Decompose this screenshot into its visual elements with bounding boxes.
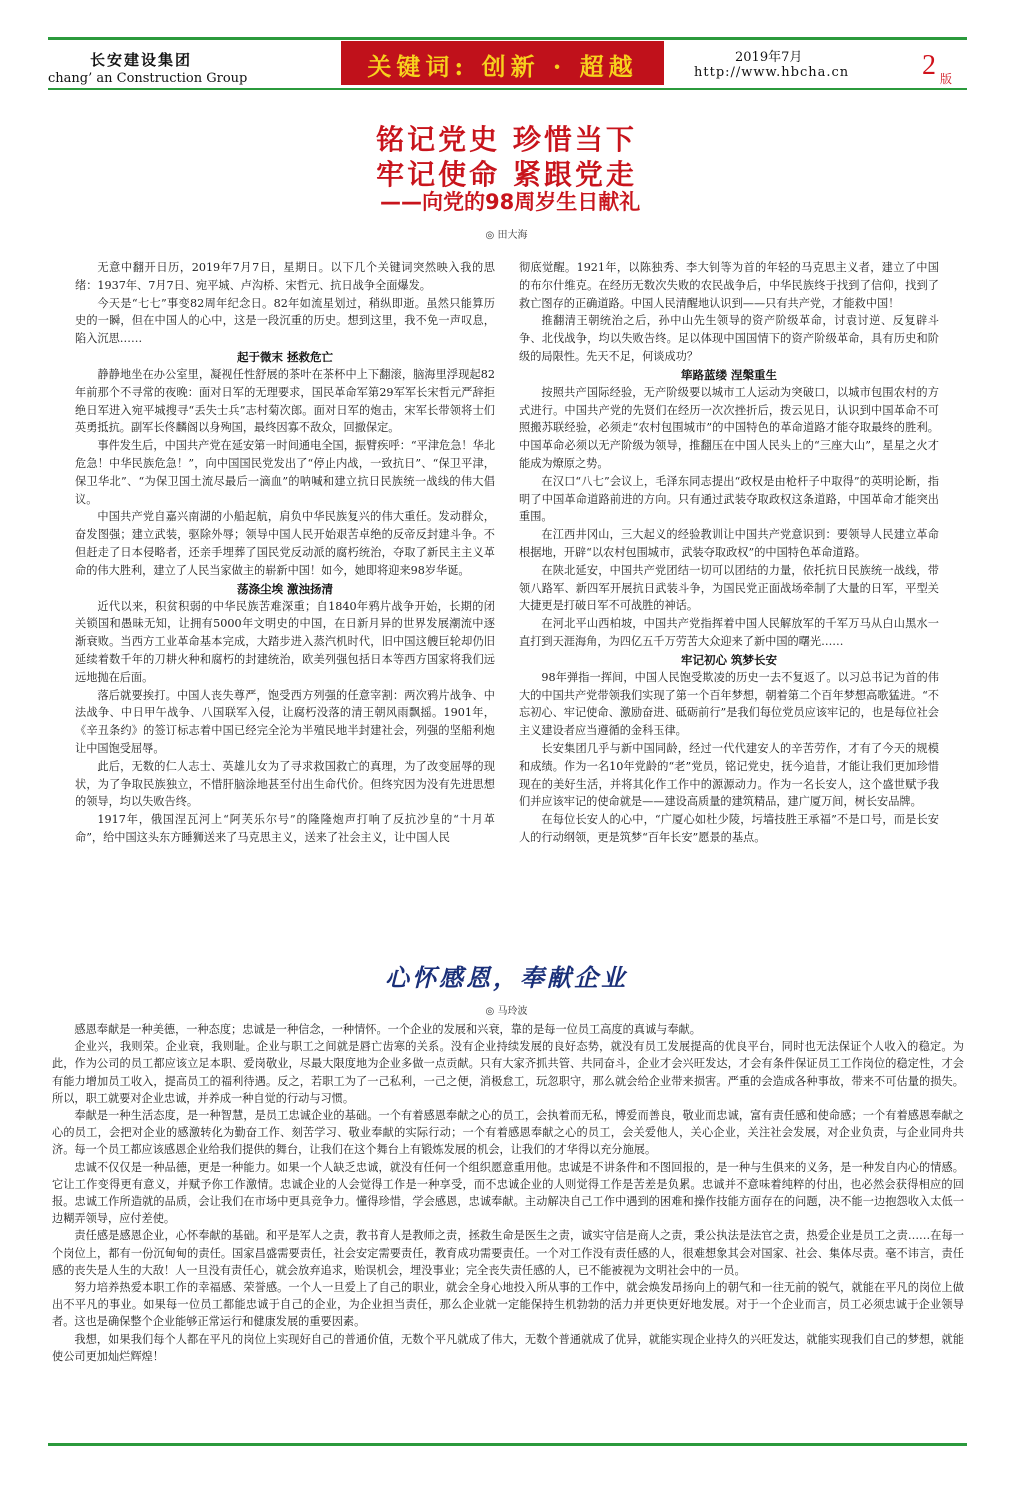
paragraph: 在河北平山西柏坡，中国共产党指挥着中国人民解放军的千军万马从白山黑水一直打到天涯海角，为四亿五千万劳苦大众迎来了新中国的曙光…… — [519, 617, 939, 648]
issue-date: 2019年7月 — [735, 50, 803, 65]
paragraph: 1917年，俄国涅瓦河上“阿芙乐尔号”的隆隆炮声打响了反抗沙皇的“十月革命”，给中国这头东方睡狮送来了马克思主义，送来了社会主义，让中国人民 — [75, 813, 495, 844]
paragraph: 在陕北延安，中国共产党团结一切可以团结的力量，依托抗日民族统一战线，带领八路军、新四军开展抗日武装斗争，为国民党正面战场牵制了大量的日军，平型关大捷更是打破日军不可战胜的神话。 — [519, 563, 939, 613]
website-url[interactable]: http://www.hbcha.cn — [694, 65, 850, 80]
paragraph: 奉献是一种生活态度，是一种智慧，是员工忠诚企业的基础。一个有着感恩奉献之心的员工，会执着而无私，博爱而善良，敬业而忠诚，富有责任感和使命感；一个有着感恩奉献之心的员工，会把对企业的感激转化为勤奋工作、刻苦学习、敬业奉献的实际行动；一个有着感恩奉献之心的员工，会关爱他人，关心企业，关注社会发展，对企业负责，与企业同舟共济。每一个员工都应该感恩企业给我们提供的舞台，让我们在这个舞台上有锻炼发展的机会，让我们的才华得以充分施展。 — [52, 1109, 964, 1157]
keyword-text: 关键词: 创新 · 超越 — [367, 52, 638, 81]
header-bottom-rule — [48, 88, 967, 90]
paragraph: 长安集团几乎与新中国同龄，经过一代代建安人的辛苦劳作，才有了今天的规模和成绩。作为一名10年党龄的“老”党员，铭记党史，抚今追昔，才能让我们更加珍惜现在的美好生活，并将其化作工作中的源源动力。作为一名长安人，这个盛世赋予我们并应该牢记的使命就是——建设高质量的建筑精品，建广厦万间，树长安品牌。 — [519, 741, 939, 809]
paragraph: 近代以来，积贫积弱的中华民族苦难深重；自1840年鸦片战争开始，长期的闭关锁国和愚昧无知，让拥有5000年文明史的中国，在日新月异的世界发展潮流中逐渐衰败。当西方工业革命基本完成，大踏步进入蒸汽机时代，旧中国这艘巨轮却仍旧延续着数千年的刀耕火种和腐朽的封建统治，欧美列强包括日本等西方国家将我们远远地抛在后面。 — [75, 599, 495, 684]
company-name-cn: 长安建设集团 — [90, 51, 193, 69]
paragraph: 落后就要挨打。中国人丧失尊严，饱受西方列强的任意宰割：两次鸦片战争、中法战争、中日甲午战争、八国联军入侵，让腐朽没落的清王朝风雨飘摇。1901年，《辛丑条约》的签订标志着中国已经完全沦为半殖民地半封建社会，列强的坚船利炮让中国饱受屈辱。 — [75, 688, 495, 755]
paragraph: 在汉口“八七”会议上，毛泽东同志提出“政权是由枪杆子中取得”的英明论断，指明了中国革命道路前进的方向。只有通过武装夺取政权这条道路，中国革命才能突出重围。 — [519, 474, 939, 524]
article1-subtitle: ——向党的98周岁生日献礼 — [380, 190, 641, 214]
paragraph: 努力培养热爱本职工作的幸福感、荣誉感。一个人一旦爱上了自己的职业，就会全身心地投入所从事的工作中，就会焕发昂扬向上的朝气和一往无前的锐气，就能在平凡的岗位上做出不平凡的事业。如果每一位员工都能忠诚于自己的企业，为企业担当责任，那么企业就一定能保持生机勃勃的活力并更快更好地发展。对于一个企业而言，员工必须忠诚于企业领导者。这也是确保整个企业能够正常运行和健康发展的重要因素。 — [52, 1281, 964, 1329]
page-number: 2 — [922, 50, 936, 81]
paragraph: 98年弹指一挥间，中国人民饱受欺凌的历史一去不复返了。以习总书记为首的伟大的中国共产党带领我们实现了第一个百年梦想，朝着第二个百年梦想高歌猛进。“不忘初心、牢记使命、激励奋进、砥砺前行”是我们每位党员应该牢记的，也是每位社会主义建设者应当遵循的金科玉律。 — [519, 670, 939, 738]
paragraph: 在每位长安人的心中，“广厦心如杜少陵，圬墙技胜王承福”不是口号，而是长安人的行动纲领，更是筑梦“百年长安”愿景的基点。 — [519, 813, 939, 844]
section-heading: 荡涤尘埃 激浊扬清 — [236, 581, 333, 596]
section-heading: 筚路蓝缕 涅槃重生 — [680, 367, 777, 382]
article1-right-column — [519, 259, 939, 847]
paragraph: 按照共产国际经验，无产阶级要以城市工人运动为突破口，以城市包围农村的方式进行。中国共产党的先贤们在经历一次次挫折后，拨云见日，认识到中国革命不可照搬苏联经验，必须走“农村包围城市”的中国特色的革命道路才能夺取最终的胜利。中国革命必须以无产阶级为领导，推翻压在中国人民头上的“三座大山”，星星之火才能成为燎原之势。 — [519, 385, 939, 470]
bottom-green-rule — [48, 1443, 967, 1446]
article1-author: ◎ 田大海 — [485, 230, 528, 241]
keyword-banner — [341, 41, 664, 85]
paragraph: 推翻清王朝统治之后，孙中山先生领导的资产阶级革命，讨袁讨逆、反复辟斗争、北伐战争，均以失败告终。足以体现中国国情下的资产阶级革命，具有历史和阶级的局限性。先天不足，何谈成功？ — [519, 314, 939, 363]
article1-title-line2: 牢记使命 紧跟党走 — [376, 158, 637, 191]
top-green-rule — [48, 37, 967, 40]
paragraph: 企业兴，我则荣。企业衰，我则耻。企业与职工之间就是唇亡齿寒的关系。没有企业持续发展的良好态势，就没有员工发展提高的优良平台，同时也无法保证个人收入的稳定。为此，作为公司的员工都应该立足本职、爱岗敬业，尽最大限度地为企业多做一点贡献。只有大家齐抓共管、共同奋斗，企业才会兴旺发达，才会有条件保证员工工作岗位的稳定性，才会有能力增加员工收入，提高员工的福利待遇。反之，若职工为了一己私利，一己之便，消极怠工，玩忽职守，那么就会给企业带来损害。严重的会造成各种事故，带来不可估量的损失。所以，职工就要对企业忠诚，并养成一种自觉的行动与习惯。 — [52, 1040, 964, 1105]
paragraph: 静静地坐在办公室里，凝视任性舒展的茶叶在茶杯中上下翻滚，脑海里浮现起82年前那个不寻常的夜晚：面对日军的无理要求，国民革命军第29军军长宋哲元严辞拒绝日军进入宛平城搜寻“丢失士兵”志村菊次郎。面对日军的炮击，宋军长带领将士们英勇抵抗。副军长佟麟阁以身殉国，最终因寡不敌众，回撤保定。 — [75, 367, 495, 435]
page-suffix: 版 — [940, 72, 953, 86]
article2-title: 心怀感恩，奉献企业 — [385, 963, 628, 992]
article2-body — [52, 1021, 964, 1365]
paragraph: 责任感是感恩企业，心怀奉献的基础。和平是军人之责，教书育人是教师之责，拯救生命是医生之责，诚实守信是商人之责，秉公执法是法官之责，热爱企业是员工之责……在每一个岗位上，都有一份沉甸甸的责任。国家昌盛需要责任，社会安定需要责任，教育成功需要责任。一个对工作没有责任感的人，很难想象其会对国家、社会、集体尽责。毫不讳言，责任感的丧失是人生的大敌！人一旦没有责任心，就会放弃追求，贻误机会，埋没事业；完全丧失责任感的人，已不能被视为文明社会中的一员。 — [52, 1229, 964, 1277]
paragraph: 在江西井冈山，三大起义的经验教训让中国共产党意识到：要领导人民建立革命根据地，开辟“以农村包围城市，武装夺取政权”的中国特色革命道路。 — [519, 528, 939, 559]
paragraph: 此后，无数的仁人志士、英雄儿女为了寻求救国救亡的真理，为了改变屈辱的现状，为了争取民族独立，不惜肝脑涂地甚至付出生命代价。但终究因为没有先进思想的领导，均以失败告终。 — [75, 759, 495, 809]
paragraph: 我想，如果我们每个人都在平凡的岗位上实现好自己的普通价值，无数个平凡就成了伟大，无数个普通就成了优异，就能实现企业持久的兴旺发达，就能实现我们自己的梦想，就能使公司更加灿烂辉煌！ — [52, 1332, 964, 1363]
section-heading: 起于微末 拯救危亡 — [236, 349, 333, 364]
article1-left-column — [75, 259, 495, 847]
paragraph: 中国共产党自嘉兴南湖的小船起航，肩负中华民族复兴的伟大重任。发动群众，奋发图强；建立武装，驱除外辱；领导中国人民开始艰苦卓绝的反帝反封建斗争。不但赶走了日本侵略者，还亲手埋葬了国民党反动派的腐朽统治，夺取了新民主主义革命的伟大胜利，建立了人民当家做主的崭新中国！如今，她即将迎来98岁华诞。 — [75, 510, 495, 577]
paragraph: 忠诚不仅仅是一种品德，更是一种能力。如果一个人缺乏忠诚，就没有任何一个组织愿意重用他。忠诚是不讲条件和不图回报的，是一种与生俱来的义务，是一种发自内心的情感。它让工作变得更有意义，并赋予你工作激情。忠诚企业的人会觉得工作是一种享受，而不忠诚企业的人则觉得工作是苦差是负累。忠诚并不意味着纯粹的付出，也必然会获得相应的回报。忠诚工作所造就的品质，会让我们在市场中更具竞争力。懂得珍惜，学会感恩，忠诚奉献。主动解决自己工作中遇到的困难和操作技能方面存在的问题，决不能一边抱怨收入太低一边糊弄领导，应付差使。 — [52, 1160, 964, 1226]
article2-author: ◎ 马玲波 — [485, 1006, 528, 1017]
paragraph: 事件发生后，中国共产党在延安第一时间通电全国，振臂疾呼：“平津危急！华北危急！中华民族危急！”，向中国国民党发出了“停止内战，一致抗日”、“保卫平津，保卫华北”、“为保卫国土流尽最后一滴血”的呐喊和建立抗日民族统一战线的伟大倡议。 — [75, 439, 495, 506]
article1-title-line1: 铭记党史 珍惜当下 — [376, 123, 637, 156]
section-heading: 牢记初心 筑梦长安 — [680, 652, 777, 667]
paragraph: 感恩奉献是一种美德，一种态度；忠诚是一种信念，一种情怀。一个企业的发展和兴衰，靠的是每一位员工高度的真诚与奉献。 — [74, 1023, 701, 1036]
company-name-en: chang’ an Construction Group — [48, 71, 248, 86]
paragraph: 彻底觉醒。1921年，以陈独秀、李大钊等为首的年轻的马克思主义者，建立了中国的布尔什维克。在经历无数次失败的农民战争后，中华民族终于找到了信仰，找到了救亡图存的正确道路。中国人民清醒地认识到——只有共产党，才能救中国！ — [519, 261, 939, 310]
paragraph: 今天是“七七”事变82周年纪念日。82年如流星划过，稍纵即逝。虽然只能算历史的一瞬，但在中国人的心中，这是一段沉重的历史。想到这里，我不免一声叹息，陷入沉思…… — [75, 296, 495, 346]
paragraph: 无意中翻开日历，2019年7月7日，星期日。以下几个关键词突然映入我的思绪：1937年、7月7日、宛平城、卢沟桥、宋哲元、抗日战争全面爆发。 — [75, 261, 495, 292]
